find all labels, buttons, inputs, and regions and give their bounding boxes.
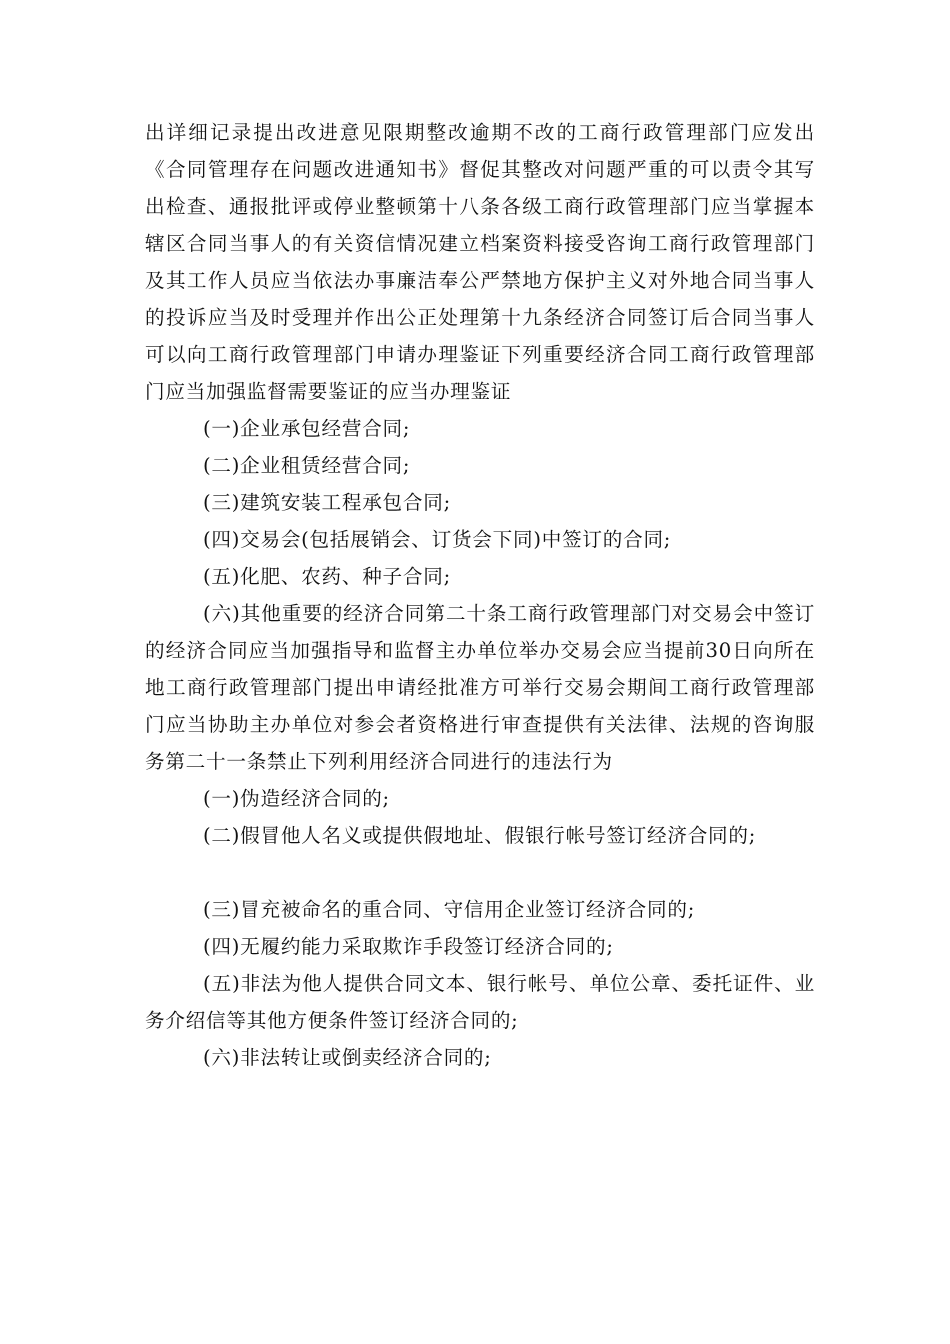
- list-item-1-1: (一)企业承包经营合同;: [203, 417, 411, 440]
- list-item-2-1: (一)伪造经济合同的;: [203, 787, 390, 810]
- list-item-2-2: (二)假冒他人名义或提供假地址、假银行帐号签订经济合同的;: [203, 824, 757, 847]
- list-item-2-4: (四)无履约能力采取欺诈手段签订经济合同的;: [203, 935, 614, 958]
- list-item-1-3: (三)建筑安装工程承包合同;: [203, 491, 451, 514]
- body-text: [145, 114, 815, 1076]
- list-item-1-2: (二)企业租赁经营合同;: [203, 454, 411, 477]
- list-item-2-3: (三)冒充被命名的重合同、守信用企业签订经济合同的;: [203, 898, 696, 921]
- list-item-1-6: (六)其他重要的经济合同第二十条工商行政管理部门对交易会中签订的经济合同应当加强指导和监督主办单位举办交易会应当提前30日向所在地工商行政管理部门提出申请经批准方可举行交易会期间工商行政管理部门应当协助主办单位对参会者资格进行审查提供有关法律、法规的咨询服务第二十一条禁止下列利用经济合同进行的违法行为: [145, 602, 815, 773]
- paragraph-article-18-19: 出详细记录提出改进意见限期整改逾期不改的工商行政管理部门应发出《合同管理存在问题改进通知书》督促其整改对问题严重的可以责令其写出检查、通报批评或停业整顿第十八条各级工商行政管理部门应当掌握本辖区合同当事人的有关资信情况建立档案资料接受咨询工商行政管理部门及其工作人员应当依法办事廉洁奉公严禁地方保护主义对外地合同当事人的投诉应当及时受理并作出公正处理第十九条经济合同签订后合同当事人可以向工商行政管理部门申请办理鉴证下列重要经济合同工商行政管理部门应当加强监督需要鉴证的应当办理鉴证: [145, 121, 815, 403]
- list-item-2-6: (六)非法转让或倒卖经济合同的;: [203, 1046, 492, 1069]
- paragraph-gap: [145, 854, 815, 891]
- list-item-1-5: (五)化肥、农药、种子合同;: [203, 565, 451, 588]
- list-item-2-5: (五)非法为他人提供合同文本、银行帐号、单位公章、委托证件、业务介绍信等其他方便条件签订经济合同的;: [145, 972, 815, 1032]
- list-item-1-4: (四)交易会(包括展销会、订货会下同)中签订的合同;: [203, 528, 672, 551]
